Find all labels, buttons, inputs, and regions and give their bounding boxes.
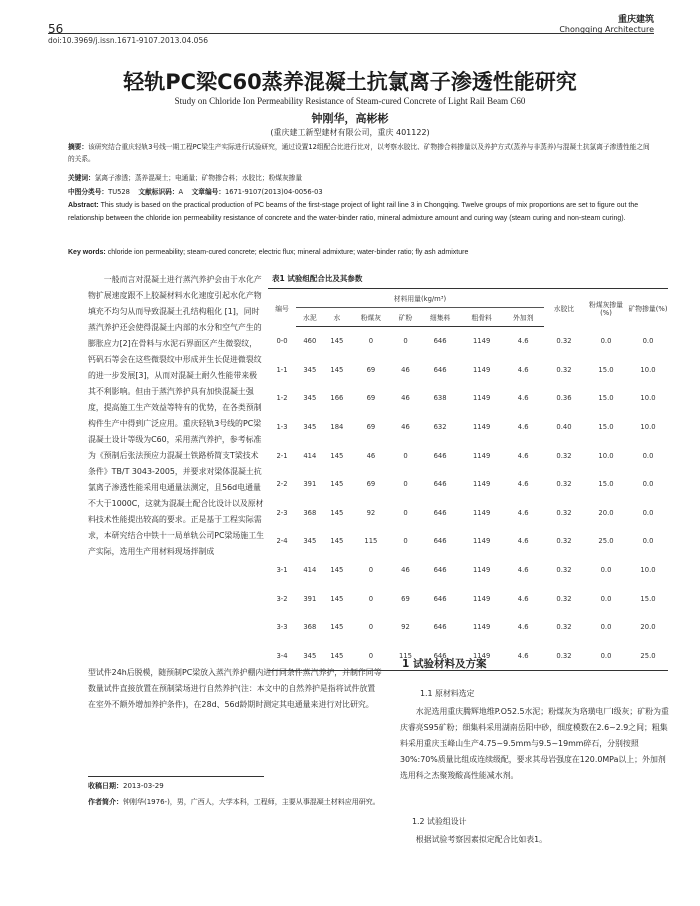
col-header-material: 粗骨料: [461, 308, 503, 327]
table-cell: 15.0: [598, 365, 614, 374]
table-row: [268, 413, 668, 442]
table-cell: 646: [433, 365, 447, 374]
table-cell-id: 1-3: [276, 423, 288, 432]
received-label: 收稿日期：: [88, 782, 123, 790]
doc-code-label: 文献标识码：: [138, 188, 179, 196]
keywords-cn: [68, 172, 654, 184]
table-cell-id: 3-1: [276, 566, 288, 575]
table-cell: 4.6: [517, 394, 529, 403]
col-header-slag: 矿物掺量(%): [628, 289, 668, 327]
table-cell: 0: [368, 623, 374, 632]
doc-code-value: A: [178, 188, 184, 196]
table-cell: 4.6: [502, 642, 544, 671]
table-cell: 632: [433, 423, 447, 432]
paper-title-en: Study on Chloride Ion Permeability Resistance of Steam-cured Concrete of Light Rail Beam C60: [174, 96, 526, 106]
table-cell: 1149: [472, 566, 491, 575]
paper-title: 轻轨PC梁C60蒸养混凝土抗氯离子渗透性能研究: [123, 70, 577, 94]
journal-name: [559, 15, 654, 35]
table-cell: 4.6: [517, 451, 529, 460]
table-cell: 0.36: [556, 394, 572, 403]
table-cell: 1149: [472, 508, 491, 517]
table-cell: 345: [296, 642, 324, 671]
subsection-heading-1-2: 1.2 试验组设计: [412, 817, 467, 826]
clc-value: TU528: [108, 188, 130, 196]
abstract-en-label: Abstract:: [68, 202, 99, 209]
keywords-cn-label: 关键词：: [68, 174, 95, 182]
col-header-material: 粉煤灰: [350, 308, 392, 327]
table-cell: 46: [401, 365, 410, 374]
table-cell: 145: [330, 537, 344, 546]
author-bio-label: 作者简介：: [88, 798, 123, 806]
table-cell: 92: [401, 623, 410, 632]
design-text: [400, 832, 672, 848]
footnote-received: [88, 779, 383, 793]
table-cell: 15.0: [640, 594, 656, 603]
table-cell: 145: [330, 337, 344, 346]
table-cell: 4.6: [517, 623, 529, 632]
table-cell: 0: [403, 480, 408, 489]
table-row: [268, 556, 668, 585]
table-cell: 345: [303, 537, 317, 546]
table-cell: 4.6: [517, 423, 529, 432]
table-cell: 345: [303, 423, 317, 432]
table-cell-id: 2-3: [276, 508, 288, 517]
table-cell: 460: [303, 337, 317, 346]
table-cell-id: 2-4: [276, 537, 288, 546]
table-title: 表1 试验组配合比及其参数: [272, 274, 363, 283]
table-row: [268, 441, 668, 470]
table-cell: 1149: [472, 594, 491, 603]
article-id-value: 1671-9107(2013)04-0056-03: [225, 188, 323, 196]
col-header-material: 细集料: [419, 308, 461, 327]
table-cell: 1149: [472, 365, 491, 374]
table-cell: 4.6: [517, 337, 529, 346]
table-cell: 0.32: [556, 537, 572, 546]
table-cell: 0: [368, 594, 374, 603]
table-cell: 46: [401, 423, 410, 432]
table-cell: 10.0: [598, 451, 614, 460]
table-cell: 345: [303, 394, 317, 403]
table-cell: 20.0: [640, 623, 656, 632]
classification-line: [68, 186, 654, 198]
abstract-cn-text: 该研究结合重庆轻轨3号线一期工程PC梁生产实际进行试验研究，通过设置12组配合比进行比对，以考察水胶比、矿物掺合料掺量以及养护方式(蒸养与非蒸养)与混凝土抗氯离子渗透性能之间的关系。: [68, 143, 650, 163]
table-cell: 0.0: [642, 508, 654, 517]
table-cell: 0.0: [600, 337, 612, 346]
table-row: [268, 384, 668, 413]
col-header-wb-ratio: 水胶比: [544, 289, 584, 327]
table-cell: 145: [330, 451, 344, 460]
table-cell: 10.0: [640, 394, 656, 403]
table-cell: 0: [403, 337, 408, 346]
table-cell: 145: [330, 480, 344, 489]
table-cell: 145: [330, 566, 344, 575]
table-cell: 92: [366, 508, 376, 517]
table-cell: 4.6: [517, 566, 529, 575]
table-cell: 115: [364, 537, 378, 546]
col-header-id: 编号: [268, 289, 296, 327]
footnote-rule: [88, 776, 264, 777]
table-cell: 69: [366, 480, 376, 489]
keywords-cn-text: 氯离子渗透；蒸养混凝土；电通量；矿物掺合料；水胶比；粉煤灰掺量: [94, 174, 303, 182]
table-cell: 46: [401, 394, 410, 403]
table-cell: 638: [433, 394, 447, 403]
table-cell: 1149: [472, 451, 491, 460]
table-cell: 368: [303, 623, 317, 632]
table-cell: 0: [368, 566, 374, 575]
design-paragraph: 根据试验考察因素拟定配合比如表1。: [415, 835, 548, 844]
table-cell: 1149: [472, 537, 491, 546]
table-cell-id: 2-2: [276, 480, 288, 489]
table-cell: 0.32: [556, 451, 572, 460]
keywords-en: [68, 246, 654, 259]
abstract-en: [68, 199, 654, 225]
journal-name-cn: 重庆建筑: [617, 15, 654, 25]
table-cell-id: 1-1: [276, 365, 288, 374]
table-cell: 145: [330, 508, 344, 517]
table-cell: 0.32: [556, 480, 572, 489]
intro-column: [88, 272, 264, 560]
affiliation: (重庆建工新型建材有限公司，重庆 401122): [270, 128, 430, 137]
materials-text: [400, 704, 672, 784]
table-cell: 1149: [472, 480, 491, 489]
intro-paragraph: 一般而言对混凝土进行蒸汽养护会由于水化产物扩展速度跟不上胶凝材料水化速度引起水化产物填充不均匀从而导致混凝土孔结构粗化 [1]，同时蒸汽养护还会使得混凝土内部的水分和空气产生的膨胀应力[2]在骨料与水泥石界面区产生微裂纹，钙矾石等会在这些微裂纹中形成并生长促进微裂纹的进一步发展[3]，从而对混凝土耐久性能带来极其不利影响。但由于蒸汽养护具有加快混凝土强度，提高施工生产效益等特有的优势，在各类预制构件生产中得到广泛应用。重庆轻轨3号线的PC梁混凝土设计等级为C60，采用蒸汽养护，参考标准为《预制后张法预应力混凝土铁路桥简支T梁技术条件》TB/T 3043-2005，并要求对梁体混凝土抗氯离子渗透性能采用电通量法测定，且56d电通量不大于1000C，这就为混凝土配合比设计以及原材料技术性能提出较高的要求。正是基于工程实际需求，本研究结合中铁十一局单轨公司PC梁场施工生产实际，选用生产用材料现场拌制成: [88, 275, 264, 556]
table-cell: 1149: [461, 642, 503, 671]
table-cell: 145: [330, 623, 344, 632]
subsection-heading-1-1: 1.1 原材料选定: [420, 689, 475, 698]
table-cell: 10.0: [640, 365, 656, 374]
table-cell: 345: [303, 365, 317, 374]
table-cell-id: 2-1: [276, 451, 288, 460]
table-cell: 46: [401, 566, 410, 575]
table-cell: 368: [303, 508, 317, 517]
journal-name-en: Chongqing Architecture: [559, 25, 654, 34]
table-cell: 414: [303, 566, 317, 575]
col-header-flyash: 粉煤灰掺量(%): [584, 289, 628, 327]
table-cell: 0.40: [556, 423, 572, 432]
table-cell: 0.0: [600, 623, 612, 632]
table-cell: 4.6: [517, 537, 529, 546]
table-row: [268, 470, 668, 499]
table-cell: 69: [366, 365, 376, 374]
abstract-cn-label: 摘要：: [68, 143, 89, 151]
table-row: [268, 584, 668, 613]
col-header-material: 外加剂: [502, 308, 544, 327]
table-cell: 646: [433, 480, 447, 489]
table-cell: 0.32: [556, 337, 572, 346]
page-number: 56: [48, 22, 64, 36]
table-cell: 25.0: [628, 642, 668, 671]
table-cell: 391: [303, 594, 317, 603]
table-cell: 115: [392, 642, 420, 671]
table-cell: 145: [330, 594, 344, 603]
abstract-en-text: This study is based on the practical production of PC beams of the first-stage project of light rail line 3 in Chongqing. Twelve groups of mix proportions are set to figure out the relationship between the chloride ion permeability resistance of concrete and the water-binder ratio, mineral admixture amount and curing way (steam curing and non-steam curing).: [68, 202, 639, 222]
table-cell: 46: [366, 451, 376, 460]
col-header-material: 水: [324, 308, 350, 327]
table-cell: 25.0: [598, 537, 614, 546]
table-cell: 4.6: [517, 365, 529, 374]
doi[interactable]: doi:10.3969/j.issn.1671-9107.2013.04.056: [48, 36, 208, 45]
clc-label: 中图分类号：: [68, 188, 109, 196]
table-cell: 0: [350, 642, 392, 671]
footnote-author: [88, 795, 383, 809]
table-cell-id: 3-3: [276, 623, 288, 632]
table-cell: 391: [303, 480, 317, 489]
table-cell: 646: [433, 508, 447, 517]
table-cell: 166: [330, 394, 344, 403]
table-cell: 15.0: [598, 394, 614, 403]
table-cell: 414: [303, 451, 317, 460]
table-cell: 0.0: [600, 594, 612, 603]
table-cell: 646: [433, 623, 447, 632]
table-cell: 0.0: [600, 566, 612, 575]
table-cell: 145: [324, 642, 350, 671]
author-bio: 钟刚华(1976-)，男，广西人，大学本科，工程师，主要从事混凝土材料应用研究。: [123, 798, 380, 806]
table-cell: 0: [403, 537, 408, 546]
table-cell: 0.0: [642, 480, 654, 489]
table-cell: 10.0: [640, 566, 656, 575]
table-cell: 0.0: [642, 451, 654, 460]
mix-proportion-table: [268, 288, 668, 671]
table-cell: 1149: [472, 394, 491, 403]
col-header-material: 矿粉: [392, 308, 420, 327]
table-cell: 4.6: [517, 508, 529, 517]
table-cell: 4.6: [517, 594, 529, 603]
table-cell: 0.32: [556, 566, 572, 575]
table-cell: 0.32: [556, 594, 572, 603]
table-cell: 69: [366, 423, 376, 432]
table-cell: 0.0: [584, 642, 628, 671]
table-cell: 646: [433, 337, 447, 346]
intro-paragraph-cont: 型试件24h后脱模，随预制PC梁放入蒸汽养护棚内进行同条件蒸汽养护，并制作同等数量试件直接放置在预制梁场进行自然养护(注：本文中的自然养护是指将试件放置在室外不额外增加养护条件)，在28d、56d龄期时测定其电通量来进行对比研究。: [88, 668, 382, 709]
table-cell: 0.0: [642, 537, 654, 546]
table-cell: 1149: [472, 623, 491, 632]
table-cell: 0.32: [556, 508, 572, 517]
table-cell: 646: [433, 451, 447, 460]
table-cell: 10.0: [640, 423, 656, 432]
table-cell-id: 1-2: [276, 394, 288, 403]
table-cell-id: 3-4: [268, 642, 296, 671]
table-row: [268, 499, 668, 528]
article-id-label: 文章编号：: [191, 188, 226, 196]
table-cell: 0.32: [556, 365, 572, 374]
table-row: [268, 527, 668, 556]
table-cell: 0.32: [544, 642, 584, 671]
materials-paragraph: 水泥选用重庆腾辉地维P.O52.5水泥；粉煤灰为珞璜电厂Ⅰ级灰；矿粉为重庆睿亮S95矿粉；细集料采用湖南岳阳中砂，细度模数在2.6~2.9之间；粗集料采用重庆玉峰山生产4.75~9.5mm与9.5~19mm碎石，分别按照30%:70%质量比组成连续级配，要求其母岩强度在120.0MPa以上；外加剂选用科之杰聚羧酸高性能减水剂。: [400, 707, 669, 780]
table-cell: 0: [368, 337, 374, 346]
table-row: [268, 356, 668, 385]
table-cell: 0.0: [642, 337, 654, 346]
table-row: [268, 613, 668, 642]
table-cell: 4.6: [517, 480, 529, 489]
table-cell: 646: [419, 642, 461, 671]
table-cell: 20.0: [598, 508, 614, 517]
table-cell: 145: [330, 365, 344, 374]
abstract-cn: [68, 141, 654, 165]
header-rule: [48, 33, 654, 34]
authors: 钟刚华，高彬彬: [311, 112, 389, 125]
table-cell: 1149: [472, 337, 491, 346]
table-cell: 69: [401, 594, 410, 603]
intro-continuation: [88, 665, 383, 713]
table-cell: 0: [403, 508, 408, 517]
table-cell: 69: [366, 394, 376, 403]
section-heading: 1 试验材料及方案: [402, 658, 487, 670]
table-cell: 646: [433, 594, 447, 603]
col-header-material-group: 材料用量(kg/m³): [296, 289, 544, 308]
table-cell: 184: [330, 423, 344, 432]
table-cell-id: 0-0: [276, 337, 288, 346]
table-cell: 0.32: [556, 623, 572, 632]
table-cell: 15.0: [598, 423, 614, 432]
table-cell: 646: [433, 566, 447, 575]
table-cell: 646: [433, 537, 447, 546]
table-cell: 15.0: [598, 480, 614, 489]
keywords-en-label: Key words:: [68, 249, 106, 256]
table-cell: 0: [403, 451, 408, 460]
keywords-en-text: chloride ion permeability; steam-cured concrete; electric flux; mineral admixture; water-binder ratio; fly ash admixture: [107, 249, 469, 256]
table-row: [268, 327, 668, 356]
table-cell: 1149: [472, 423, 491, 432]
table-cell-id: 3-2: [276, 594, 288, 603]
received-date: 2013-03-29: [123, 782, 164, 790]
col-header-material: 水泥: [296, 308, 324, 327]
